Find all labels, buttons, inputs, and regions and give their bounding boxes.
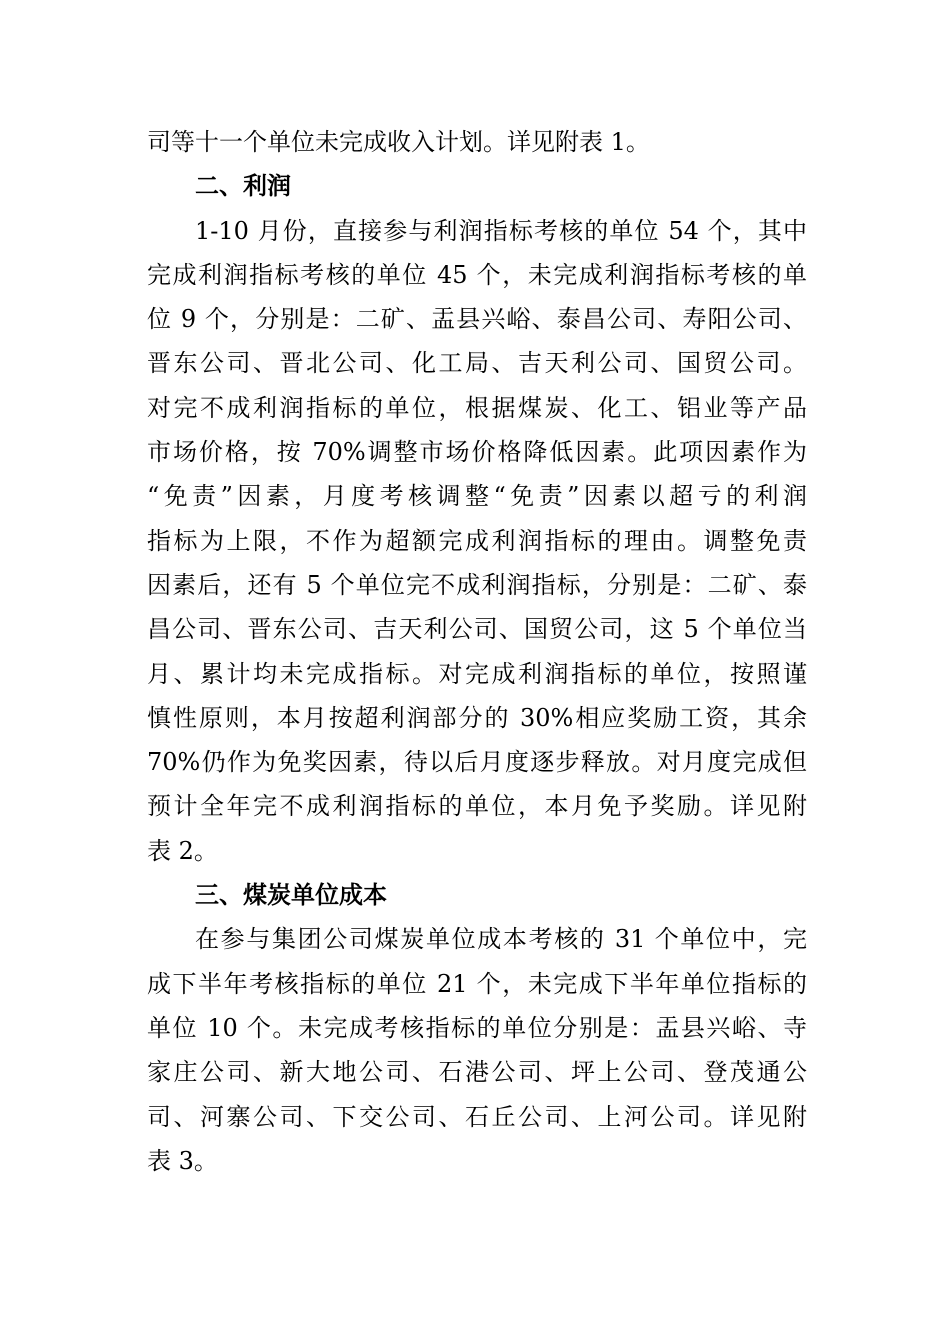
- text-line: 70%仍作为免奖因素，待以后月度逐步释放。对月度完成但: [147, 748, 807, 777]
- text-line: 预计全年完不成利润指标的单位，本月免予奖励。详见附: [147, 792, 807, 821]
- document-body: [147, 120, 807, 1183]
- section-heading-profit: 二、利润: [195, 172, 291, 201]
- text-line: 慎性原则，本月按超利润部分的 30%相应奖励工资，其余: [147, 703, 807, 732]
- text-line: 表 3。: [147, 1146, 218, 1175]
- text-line: 晋东公司、晋北公司、化工局、吉天利公司、国贸公司。: [147, 349, 807, 378]
- text-line: 表 2。: [147, 836, 218, 865]
- text-line: 完成利润指标考核的单位 45 个，未完成利润指标考核的单: [147, 260, 807, 289]
- text-line: 成下半年考核指标的单位 21 个，未完成下半年单位指标的: [147, 969, 807, 998]
- text-line: 单位 10 个。未完成考核指标的单位分别是：盂县兴峪、寺: [147, 1013, 807, 1042]
- section-heading-coal-unit-cost: 三、煤炭单位成本: [195, 881, 387, 910]
- text-line: 司、河寨公司、下交公司、石丘公司、上河公司。详见附: [147, 1102, 807, 1131]
- text-line: 在参与集团公司煤炭单位成本考核的 31 个单位中，完: [195, 925, 807, 954]
- text-line: 位 9 个，分别是：二矿、盂县兴峪、泰昌公司、寿阳公司、: [147, 305, 807, 334]
- text-line: “免责”因素，月度考核调整“免责”因素以超亏的利润: [147, 482, 807, 511]
- text-line: 市场价格，按 70%调整市场价格降低因素。此项因素作为: [147, 438, 807, 467]
- text-line: 昌公司、晋东公司、吉天利公司、国贸公司，这 5 个单位当: [147, 615, 807, 644]
- text-line: 对完不成利润指标的单位，根据煤炭、化工、铝业等产品: [147, 393, 807, 422]
- text-line: 1-10 月份，直接参与利润指标考核的单位 54 个，其中: [195, 216, 807, 245]
- text-line: 因素后，还有 5 个单位完不成利润指标，分别是：二矿、泰: [147, 570, 807, 599]
- text-line: 司等十一个单位未完成收入计划。详见附表 1。: [147, 128, 650, 156]
- text-line: 月、累计均未完成指标。对完成利润指标的单位，按照谨: [147, 659, 807, 688]
- text-line: 家庄公司、新大地公司、石港公司、坪上公司、登茂通公: [147, 1058, 807, 1087]
- text-line: 指标为上限，不作为超额完成利润指标的理由。调整免责: [147, 526, 807, 555]
